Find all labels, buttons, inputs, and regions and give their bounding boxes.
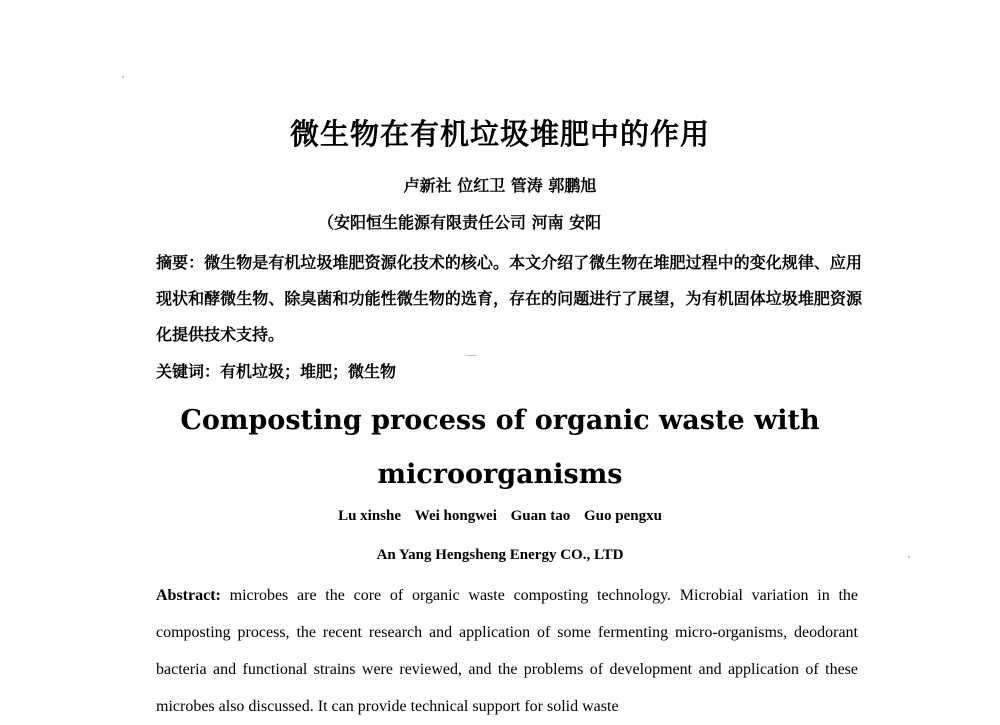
scan-speck [466, 355, 476, 356]
chinese-abstract-label: 摘要： [156, 253, 205, 272]
english-abstract [156, 577, 858, 725]
author-4: Guo pengxu [583, 508, 662, 524]
chinese-keywords [156, 359, 862, 382]
chinese-keywords-label: 关键词： [156, 362, 221, 381]
english-title [0, 394, 1000, 502]
english-abstract-label: Abstract: [156, 587, 221, 604]
chinese-abstract-text: 微生物是有机垃圾堆肥资源化技术的核心。本文介绍了微生物在堆肥过程中的变化规律、应用现状和酵微生物、除臭菌和功能性微生物的选育，存在的问题进行了展望，为有机固体垃圾堆肥资源化提供技术支持。 [156, 253, 862, 344]
chinese-abstract [156, 245, 862, 353]
author-1: Lu xinshe [338, 508, 402, 524]
english-affiliation: An Yang Hengsheng Energy CO., LTD [376, 547, 624, 563]
author-2: Wei hongwei [414, 508, 497, 524]
english-abstract-text: microbes are the core of organic waste composting technology. Microbial variation in the composting process, the recent research and application of some fermenting micro-organisms, deodorant bacteria and functional strains were reviewed, and the problems of development and application of these microbes also discussed. It can provide technical support for solid waste [156, 587, 858, 715]
english-authors [0, 508, 1000, 525]
english-title-line-2: microorganisms [377, 459, 623, 490]
english-title-line-1: Composting process of organic waste with [180, 405, 820, 436]
scan-speck [122, 76, 124, 78]
chinese-affiliation: （安阳恒生能源有限责任公司 河南 安阳 [318, 213, 602, 232]
author-3: Guan tao [510, 508, 571, 524]
chinese-title: 微生物在有机垃圾堆肥中的作用 [289, 117, 710, 151]
chinese-authors: 卢新社 位红卫 管涛 郭鹏旭 [403, 176, 597, 195]
chinese-keywords-text: 有机垃圾；堆肥；微生物 [220, 362, 397, 381]
scan-speck [908, 556, 910, 558]
